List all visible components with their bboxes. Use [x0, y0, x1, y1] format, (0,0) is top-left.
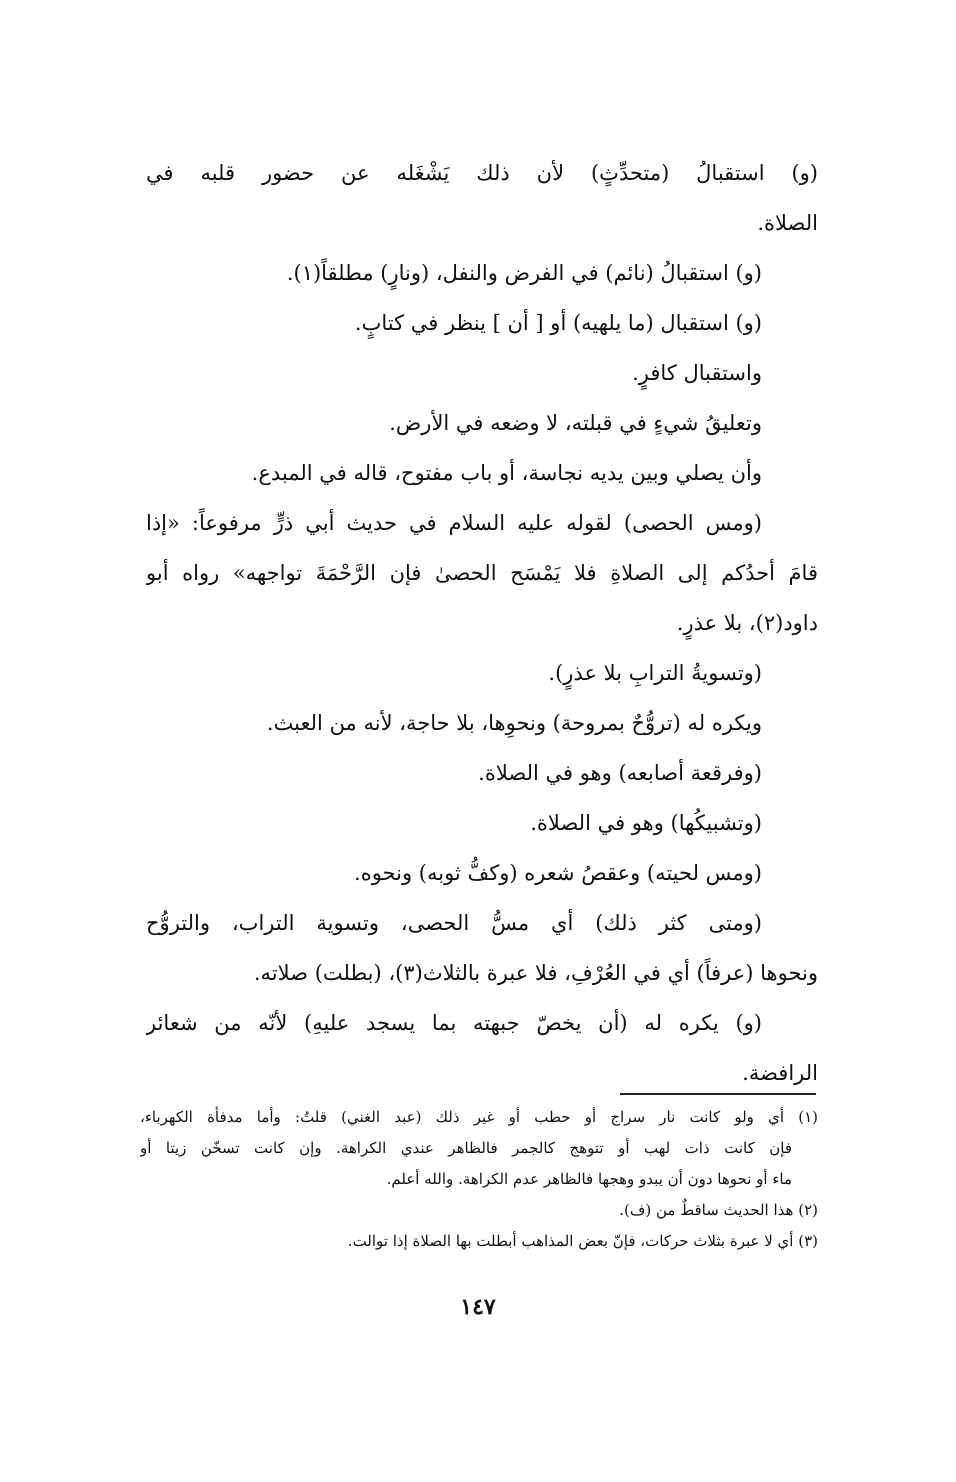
footnote-line: (١) أي ولو كانت نار سراج أو حطب أو غير ذلك (عبد الغني) قلتُ: وأما مدفأة الكهرباء،	[140, 1108, 818, 1126]
text-line: (و) يكره له (أن يخصّ جبهته بما يسجد عليهِ) لأنّه من شعائر	[146, 1011, 762, 1035]
text-line: وتعليقُ شيءٍ في قبلته، لا وضعه في الأرض.	[389, 411, 762, 435]
footnote-line: (٣) أي لا عبرة بثلاث حركات، فإنّ بعض المذاهب أبطلت بها الصلاة إذا توالت.	[347, 1232, 818, 1250]
footnote-line: ماء أو نحوها دون أن يبدو وهجها فالظاهر عدم الكراهة. والله أعلم.	[386, 1170, 792, 1188]
text-line: واستقبال كافرٍ.	[632, 361, 762, 385]
footnote-line: (٢) هذا الحديث ساقطٌ من (ف).	[619, 1201, 818, 1219]
text-line: (وفرقعة أصابعه) وهو في الصلاة.	[478, 761, 762, 785]
text-line: (ومس لحيته) وعقصُ شعره (وكفُّ ثوبه) ونحوه.	[354, 861, 762, 885]
page-number: ١٤٧	[460, 1294, 496, 1320]
text-line: (و) استقبالُ (نائم) في الفرض والنفل، (ونارٍ) مطلقاً(١).	[286, 261, 762, 285]
text-line: ويكره له (تروُّحٌ بمروحة) ونحوِها، بلا حاجة، لأنه من العبث.	[266, 711, 762, 735]
text-line: الصلاة.	[757, 211, 818, 235]
footnote-line: فإن كانت ذات لهب أو تتوهج كالجمر فالظاهر عندي الكراهة. وإن كانت تسخّن زيتا أو	[140, 1139, 792, 1157]
text-line: قامَ أحدُكم إلى الصلاةِ فلا يَمْسَح الحصىٰ فإن الرَّحْمَةَ تواجهه» رواه أبو	[146, 561, 818, 585]
footnotes	[140, 1102, 818, 1257]
text-line: ونحوها (عرفاً) أي في العُرْفِ، فلا عبرة بالثلاث(٣)، (بطلت) صلاته.	[253, 961, 818, 985]
text-line: الرافضة.	[742, 1061, 818, 1085]
text-line: (وتسويةُ الترابِ بلا عذرٍ).	[548, 661, 762, 685]
text-line: (ومس الحصى) لقوله عليه السلام في حديث أبي ذرٍّ مرفوعاً: «إذا	[146, 511, 762, 535]
footnote-separator	[620, 1093, 816, 1095]
text-line: (و) استقبال (ما يلهيه) أو [ أن ] ينظر في كتابٍ.	[354, 311, 762, 335]
main-text	[146, 148, 818, 1098]
text-line: (و) استقبالُ (متحدِّثٍ) لأن ذلك يَشْغَله عن حضور قلبه في	[146, 161, 818, 185]
text-line: داود(٢)، بلا عذرٍ.	[676, 611, 818, 635]
text-line: وأن يصلي وبين يديه نجاسة، أو باب مفتوح، قاله في المبدع.	[251, 461, 762, 485]
text-line: (ومتى كثر ذلك) أي مسُّ الحصى، وتسوية التراب، والتروُّح	[146, 911, 762, 935]
text-line: (وتشبيكُها) وهو في الصلاة.	[530, 811, 762, 835]
